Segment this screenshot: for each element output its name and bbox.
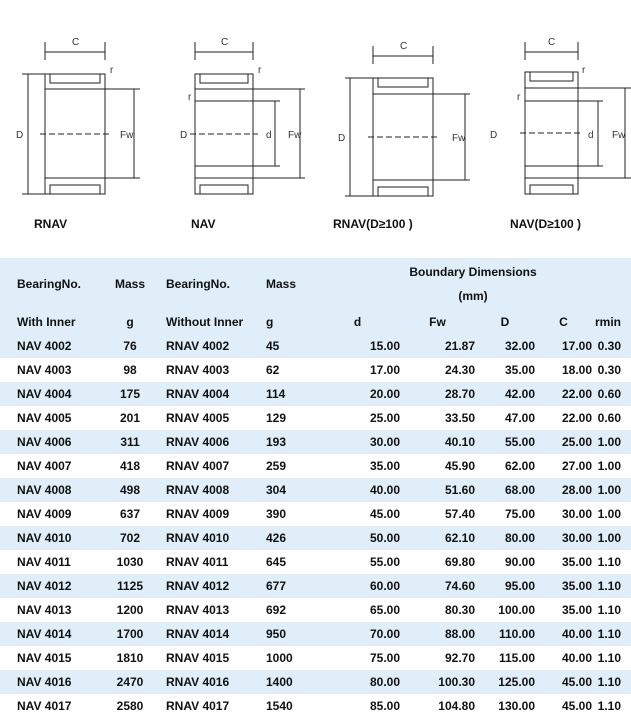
cell-bearing-without-inner: RNAV 4007 xyxy=(160,454,260,478)
table-row xyxy=(0,574,631,598)
cell-mass-with: 76 xyxy=(100,334,160,358)
d2-label-d: d xyxy=(266,130,272,141)
cell-bearing-with-inner: NAV 4009 xyxy=(0,502,100,526)
cell-bearing-without-inner: RNAV 4005 xyxy=(160,406,260,430)
cell-mass-without: 1000 xyxy=(260,646,315,670)
cell-D: 75.00 xyxy=(475,502,535,526)
cell-C: 40.00 xyxy=(535,622,592,646)
cell-C: 30.00 xyxy=(535,502,592,526)
cell-C: 35.00 xyxy=(535,550,592,574)
cell-fw: 40.10 xyxy=(400,430,475,454)
cell-d: 15.00 xyxy=(315,334,400,358)
cell-rmin: 1.10 xyxy=(592,670,631,694)
header-boundary-title: Boundary Dimensions xyxy=(409,265,537,279)
cell-d: 60.00 xyxy=(315,574,400,598)
cell-fw: 28.70 xyxy=(400,382,475,406)
d4-label-D: D xyxy=(490,130,498,141)
cell-fw: 21.87 xyxy=(400,334,475,358)
cell-d: 50.00 xyxy=(315,526,400,550)
cell-D: 125.00 xyxy=(475,670,535,694)
cell-D: 80.00 xyxy=(475,526,535,550)
caption-rnav: RNAV xyxy=(34,217,68,231)
cell-mass-without: 426 xyxy=(260,526,315,550)
d2-label-D: D xyxy=(180,130,188,141)
header-fw: Fw xyxy=(400,310,475,334)
d3-label-Fw: Fw xyxy=(452,133,466,144)
cell-bearing-with-inner: NAV 4006 xyxy=(0,430,100,454)
cell-bearing-with-inner: NAV 4008 xyxy=(0,478,100,502)
drawing-nav-large xyxy=(520,42,631,194)
cell-mass-without: 259 xyxy=(260,454,315,478)
cell-bearing-without-inner: RNAV 4017 xyxy=(160,694,260,718)
table-row xyxy=(0,358,631,382)
cell-C: 45.00 xyxy=(535,670,592,694)
cell-d: 80.00 xyxy=(315,670,400,694)
table-header-row-2 xyxy=(0,310,631,334)
header-boundary-unit: (mm) xyxy=(458,289,488,303)
header-g-1: g xyxy=(100,310,160,334)
cell-bearing-with-inner: NAV 4007 xyxy=(0,454,100,478)
d1-label-D: D xyxy=(16,130,24,141)
cell-d: 30.00 xyxy=(315,430,400,454)
table-row xyxy=(0,478,631,502)
cell-C: 22.00 xyxy=(535,382,592,406)
cell-bearing-without-inner: RNAV 4003 xyxy=(160,358,260,382)
cell-mass-without: 45 xyxy=(260,334,315,358)
cell-C: 45.00 xyxy=(535,694,592,718)
cell-rmin: 0.60 xyxy=(592,406,631,430)
cell-bearing-with-inner: NAV 4013 xyxy=(0,598,100,622)
d1-label-c: C xyxy=(72,37,80,48)
table-row xyxy=(0,550,631,574)
cell-d: 20.00 xyxy=(315,382,400,406)
d4-label-Fw: Fw xyxy=(612,130,626,141)
table-row xyxy=(0,454,631,478)
cell-D: 110.00 xyxy=(475,622,535,646)
cell-bearing-without-inner: RNAV 4009 xyxy=(160,502,260,526)
cell-D: 42.00 xyxy=(475,382,535,406)
bearing-spec-table xyxy=(0,258,631,718)
cell-rmin: 1.10 xyxy=(592,574,631,598)
cell-C: 22.00 xyxy=(535,406,592,430)
cell-mass-without: 1400 xyxy=(260,670,315,694)
cell-fw: 51.60 xyxy=(400,478,475,502)
header-mass-1: Mass xyxy=(100,258,160,310)
header-C: C xyxy=(535,310,592,334)
cell-mass-with: 702 xyxy=(100,526,160,550)
cell-mass-without: 692 xyxy=(260,598,315,622)
cell-mass-without: 950 xyxy=(260,622,315,646)
cell-bearing-without-inner: RNAV 4013 xyxy=(160,598,260,622)
drawing-rnav-large xyxy=(345,46,470,196)
cell-d: 35.00 xyxy=(315,454,400,478)
cell-rmin: 1.10 xyxy=(592,694,631,718)
cell-mass-without: 304 xyxy=(260,478,315,502)
cell-mass-with: 1125 xyxy=(100,574,160,598)
header-g-2: g xyxy=(260,310,315,334)
cell-d: 65.00 xyxy=(315,598,400,622)
caption-rnav-large: RNAV(D≥100 ) xyxy=(333,217,413,231)
header-rmin: rmin xyxy=(592,310,631,334)
cell-fw: 88.00 xyxy=(400,622,475,646)
cell-bearing-without-inner: RNAV 4012 xyxy=(160,574,260,598)
cell-d: 17.00 xyxy=(315,358,400,382)
cell-bearing-with-inner: NAV 4016 xyxy=(0,670,100,694)
cell-rmin: 0.30 xyxy=(592,358,631,382)
d1-label-Fw: Fw xyxy=(120,130,134,141)
cell-mass-with: 1810 xyxy=(100,646,160,670)
cell-rmin: 1.00 xyxy=(592,526,631,550)
cell-bearing-without-inner: RNAV 4002 xyxy=(160,334,260,358)
cell-C: 35.00 xyxy=(535,598,592,622)
cell-mass-with: 1200 xyxy=(100,598,160,622)
table-row xyxy=(0,382,631,406)
cell-bearing-with-inner: NAV 4017 xyxy=(0,694,100,718)
drawing-rnav xyxy=(22,42,140,194)
cell-d: 25.00 xyxy=(315,406,400,430)
cell-mass-with: 2470 xyxy=(100,670,160,694)
d3-label-c: C xyxy=(400,41,408,52)
cell-bearing-without-inner: RNAV 4010 xyxy=(160,526,260,550)
cell-mass-with: 1700 xyxy=(100,622,160,646)
cell-mass-with: 201 xyxy=(100,406,160,430)
cell-mass-with: 637 xyxy=(100,502,160,526)
table-row xyxy=(0,670,631,694)
cell-bearing-with-inner: NAV 4012 xyxy=(0,574,100,598)
cell-D: 68.00 xyxy=(475,478,535,502)
cell-fw: 57.40 xyxy=(400,502,475,526)
cell-d: 70.00 xyxy=(315,622,400,646)
d4-label-c: C xyxy=(548,37,556,48)
cell-bearing-without-inner: RNAV 4011 xyxy=(160,550,260,574)
d1-label-r: r xyxy=(110,65,114,76)
cell-mass-without: 390 xyxy=(260,502,315,526)
cell-d: 45.00 xyxy=(315,502,400,526)
cell-bearing-with-inner: NAV 4014 xyxy=(0,622,100,646)
table-row xyxy=(0,694,631,718)
cell-mass-with: 418 xyxy=(100,454,160,478)
cell-rmin: 1.10 xyxy=(592,550,631,574)
cell-mass-without: 677 xyxy=(260,574,315,598)
cell-D: 32.00 xyxy=(475,334,535,358)
cell-mass-with: 175 xyxy=(100,382,160,406)
header-D: D xyxy=(475,310,535,334)
cell-rmin: 1.00 xyxy=(592,430,631,454)
table-header-row-1 xyxy=(0,258,631,310)
d2-label-c: C xyxy=(221,37,229,48)
cell-bearing-without-inner: RNAV 4014 xyxy=(160,622,260,646)
cell-mass-with: 1030 xyxy=(100,550,160,574)
cell-fw: 33.50 xyxy=(400,406,475,430)
cell-rmin: 1.10 xyxy=(592,646,631,670)
cell-rmin: 1.10 xyxy=(592,598,631,622)
cell-fw: 74.60 xyxy=(400,574,475,598)
cell-D: 47.00 xyxy=(475,406,535,430)
cell-rmin: 1.00 xyxy=(592,478,631,502)
cell-C: 28.00 xyxy=(535,478,592,502)
bearing-drawings xyxy=(0,0,631,255)
d4-label-r2: r xyxy=(517,92,521,103)
cell-mass-with: 498 xyxy=(100,478,160,502)
cell-bearing-with-inner: NAV 4015 xyxy=(0,646,100,670)
cell-fw: 104.80 xyxy=(400,694,475,718)
cell-D: 100.00 xyxy=(475,598,535,622)
header-bearing-with: BearingNo. xyxy=(0,258,100,310)
cell-rmin: 1.10 xyxy=(592,622,631,646)
cell-d: 55.00 xyxy=(315,550,400,574)
cell-d: 75.00 xyxy=(315,646,400,670)
cell-bearing-with-inner: NAV 4011 xyxy=(0,550,100,574)
cell-C: 25.00 xyxy=(535,430,592,454)
cell-bearing-with-inner: NAV 4002 xyxy=(0,334,100,358)
cell-C: 35.00 xyxy=(535,574,592,598)
cell-D: 62.00 xyxy=(475,454,535,478)
table-row xyxy=(0,622,631,646)
caption-nav-large: NAV(D≥100 ) xyxy=(510,217,582,231)
cell-d: 40.00 xyxy=(315,478,400,502)
cell-mass-with: 311 xyxy=(100,430,160,454)
cell-mass-with: 98 xyxy=(100,358,160,382)
cell-bearing-without-inner: RNAV 4006 xyxy=(160,430,260,454)
cell-fw: 100.30 xyxy=(400,670,475,694)
cell-fw: 45.90 xyxy=(400,454,475,478)
cell-D: 95.00 xyxy=(475,574,535,598)
table-row xyxy=(0,334,631,358)
drawing-nav xyxy=(190,42,305,194)
cell-rmin: 0.30 xyxy=(592,334,631,358)
header-bearing-without: BearingNo. xyxy=(160,258,260,310)
header-with-inner: With Inner xyxy=(0,310,100,334)
cell-bearing-with-inner: NAV 4003 xyxy=(0,358,100,382)
cell-D: 115.00 xyxy=(475,646,535,670)
d4-label-r: r xyxy=(582,65,586,76)
cell-rmin: 0.60 xyxy=(592,382,631,406)
cell-mass-without: 62 xyxy=(260,358,315,382)
cell-mass-without: 129 xyxy=(260,406,315,430)
cell-bearing-without-inner: RNAV 4008 xyxy=(160,478,260,502)
cell-mass-with: 2580 xyxy=(100,694,160,718)
d2-label-r2: r xyxy=(188,92,192,103)
cell-fw: 80.30 xyxy=(400,598,475,622)
table-row xyxy=(0,598,631,622)
table-body xyxy=(0,258,631,718)
cell-C: 40.00 xyxy=(535,646,592,670)
d2-label-r: r xyxy=(258,65,262,76)
cell-D: 55.00 xyxy=(475,430,535,454)
cell-bearing-with-inner: NAV 4004 xyxy=(0,382,100,406)
header-d: d xyxy=(315,310,400,334)
d2-label-Fw: Fw xyxy=(288,130,302,141)
header-mass-2: Mass xyxy=(260,258,315,310)
cell-d: 85.00 xyxy=(315,694,400,718)
caption-nav: NAV xyxy=(191,217,216,231)
cell-fw: 92.70 xyxy=(400,646,475,670)
cell-bearing-without-inner: RNAV 4016 xyxy=(160,670,260,694)
cell-mass-without: 193 xyxy=(260,430,315,454)
d3-label-D: D xyxy=(338,133,346,144)
cell-D: 130.00 xyxy=(475,694,535,718)
cell-mass-without: 1540 xyxy=(260,694,315,718)
header-without-inner: Without Inner xyxy=(160,310,260,334)
cell-D: 90.00 xyxy=(475,550,535,574)
cell-mass-without: 114 xyxy=(260,382,315,406)
cell-D: 35.00 xyxy=(475,358,535,382)
cell-C: 27.00 xyxy=(535,454,592,478)
cell-fw: 24.30 xyxy=(400,358,475,382)
table-row xyxy=(0,502,631,526)
table-row xyxy=(0,430,631,454)
cell-fw: 62.10 xyxy=(400,526,475,550)
cell-C: 18.00 xyxy=(535,358,592,382)
cell-rmin: 1.00 xyxy=(592,502,631,526)
d4-label-d: d xyxy=(588,130,594,141)
cell-rmin: 1.00 xyxy=(592,454,631,478)
cell-bearing-with-inner: NAV 4010 xyxy=(0,526,100,550)
header-boundary xyxy=(315,258,631,310)
table-row xyxy=(0,406,631,430)
cell-bearing-with-inner: NAV 4005 xyxy=(0,406,100,430)
cell-fw: 69.80 xyxy=(400,550,475,574)
table-row xyxy=(0,526,631,550)
cell-mass-without: 645 xyxy=(260,550,315,574)
cell-bearing-without-inner: RNAV 4015 xyxy=(160,646,260,670)
cell-bearing-without-inner: RNAV 4004 xyxy=(160,382,260,406)
cell-C: 17.00 xyxy=(535,334,592,358)
cell-C: 30.00 xyxy=(535,526,592,550)
table-row xyxy=(0,646,631,670)
